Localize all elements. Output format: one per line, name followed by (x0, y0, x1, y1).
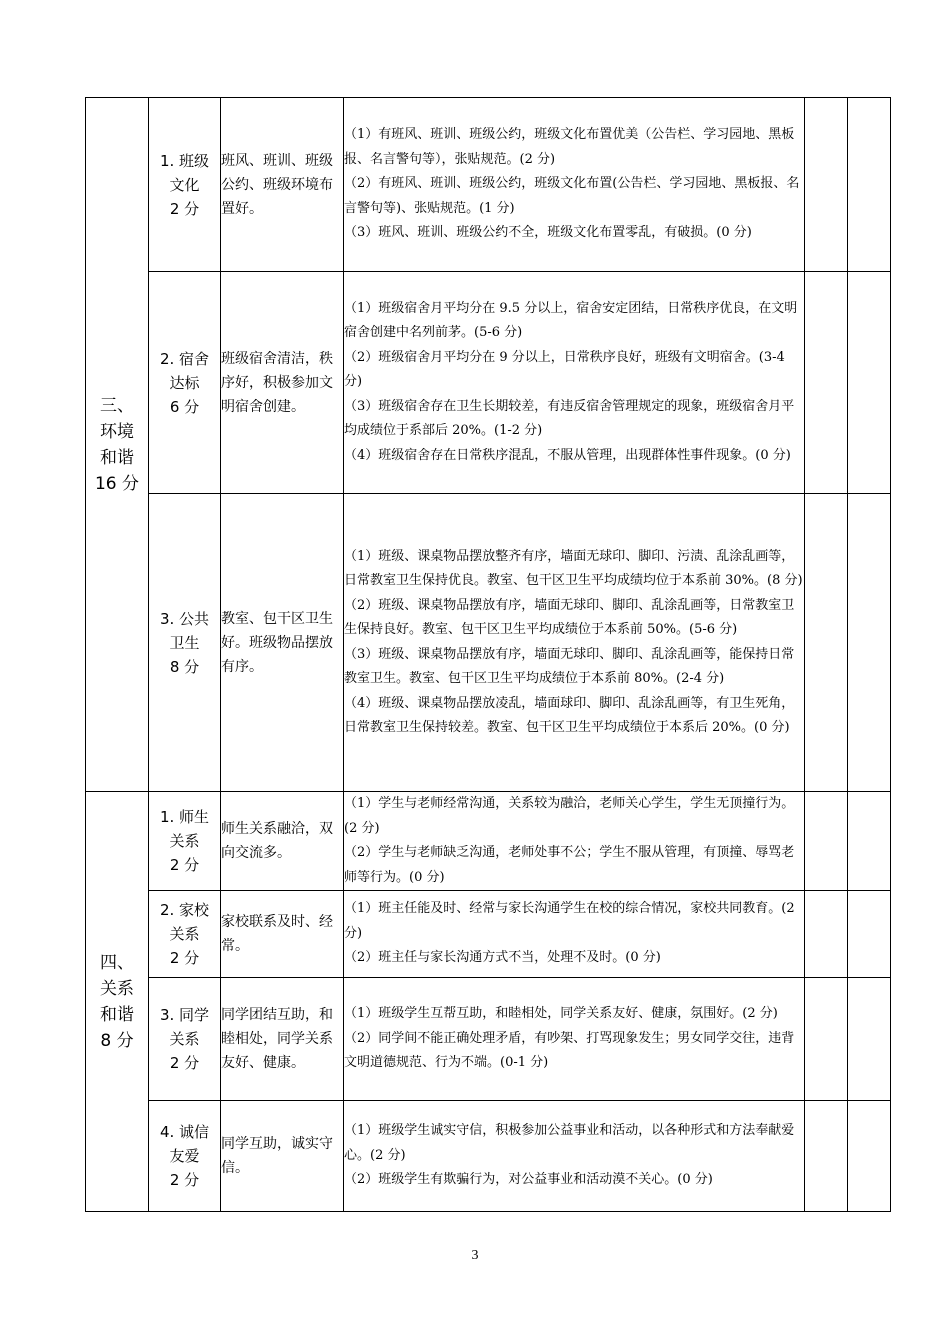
item-name: 1. 班级 (159, 151, 210, 170)
item-name: 文化 (169, 175, 200, 194)
criterion-text: （2）同学间不能正确处理矛盾，有吵架、打骂现象发生；男女同学交往，违背文明道德规范、行为不端。(0-1 分) (344, 1030, 795, 1071)
item-name: 4. 诚信 (159, 1123, 210, 1141)
score-cell (805, 494, 848, 792)
category-cell (86, 792, 149, 1212)
criteria-cell (344, 1101, 805, 1212)
category-label: 环境 (100, 421, 134, 442)
category-label: 四、 (100, 952, 134, 973)
page-number: 3 (471, 1248, 479, 1263)
criterion-text: （2）学生与老师缺乏沟通，老师处事不公；学生不服从管理，有顶撞、辱骂老师等行为。(0 分) (344, 845, 795, 885)
item-goal: 班风、班训、班级公约、班级环境布置好。 (221, 98, 344, 272)
category-label: 和谐 (100, 1004, 134, 1025)
table-row (86, 978, 891, 1101)
remark-cell (848, 272, 891, 494)
item-score: 2 分 (169, 1171, 200, 1189)
category-label: 关系 (100, 978, 134, 999)
item-name-cell (149, 1101, 221, 1212)
remark-cell (848, 494, 891, 792)
item-goal: 班级宿舍清洁，秩序好，积极参加文明宿舍创建。 (221, 272, 344, 494)
category-cell (86, 98, 149, 792)
item-name: 关系 (169, 925, 200, 943)
item-goal: 家校联系及时、经常。 (221, 891, 344, 978)
criterion-text: （1）班级、课桌物品摆放整齐有序，墙面无球印、脚印、污渍、乱涂乱画等，日常教室卫生保持优良。教室、包干区卫生平均成绩均位于本系前 30%。(8 分) (344, 548, 803, 588)
table-row (86, 1101, 891, 1212)
item-name: 3. 公共 (159, 609, 210, 628)
criteria-cell (344, 978, 805, 1101)
item-name-cell (149, 98, 221, 272)
criterion-text: （1）班级宿舍月平均分在 9.5 分以上，宿舍安定团结，日常秩序优良，在文明宿舍创建中名列前茅。(5-6 分) (344, 300, 798, 341)
criterion-text: （3）班风、班训、班级公约不全，班级文化布置零乱，有破损。(0 分) (344, 225, 752, 241)
table-row (86, 891, 891, 978)
criterion-text: （4）班级、课桌物品摆放凌乱，墙面球印、脚印、乱涂乱画等，有卫生死角，日常教室卫生保持较差。教室、包干区卫生平均成绩位于本系后 20%。(0 分) (344, 695, 795, 735)
criterion-text: （1）有班风、班训、班级公约，班级文化布置优美（公告栏、学习园地、黑板报、名言警句等），张贴规范。(2 分) (344, 127, 795, 167)
item-name: 1. 师生 (159, 808, 210, 826)
evaluation-table (85, 97, 891, 1212)
table-row (86, 792, 891, 891)
remark-cell (848, 978, 891, 1101)
item-name: 友爱 (169, 1147, 200, 1165)
table-row (86, 272, 891, 494)
table-row (86, 98, 891, 272)
criterion-text: （1）班级学生诚实守信，积极参加公益事业和活动，以各种形式和方法奉献爱心。(2 分) (344, 1123, 795, 1163)
criterion-text: （2）班级宿舍月平均分在 9 分以上，日常秩序良好，班级有文明宿舍。(3-4 分) (344, 349, 785, 390)
item-score: 2 分 (169, 856, 200, 874)
criterion-text: （1）班主任能及时、经常与家长沟通学生在校的综合情况，家校共同教育。(2 分) (344, 901, 795, 941)
item-score: 8 分 (169, 657, 200, 676)
score-cell (805, 272, 848, 494)
item-name: 关系 (169, 832, 200, 850)
remark-cell (848, 1101, 891, 1212)
category-label: 和谐 (100, 447, 134, 468)
item-score: 6 分 (169, 397, 200, 416)
score-cell (805, 792, 848, 891)
remark-cell (848, 891, 891, 978)
criterion-text: （4）班级宿舍存在日常秩序混乱，不服从管理，出现群体性事件现象。(0 分) (344, 447, 791, 463)
criterion-text: （2）班级、课桌物品摆放有序，墙面无球印、脚印、乱涂乱画等，日常教室卫生保持良好。教室、包干区卫生平均成绩位于本系前 50%。(5-6 分) (344, 597, 795, 637)
item-name: 3. 同学 (159, 1006, 210, 1024)
item-score: 2 分 (169, 1054, 200, 1072)
item-name: 卫生 (169, 633, 200, 652)
item-name-cell (149, 494, 221, 792)
criteria-cell (344, 891, 805, 978)
item-name: 2. 家校 (159, 901, 210, 919)
item-name-cell (149, 272, 221, 494)
criterion-text: （3）班级宿舍存在卫生长期较差，有违反宿舍管理规定的现象，班级宿舍月平均成绩位于系部后 20%。(1-2 分) (344, 398, 795, 439)
item-name: 达标 (169, 373, 200, 392)
criterion-text: （2）班级学生有欺骗行为，对公益事业和活动漠不关心。(0 分) (344, 1172, 713, 1188)
item-name: 关系 (169, 1030, 200, 1048)
score-cell (805, 978, 848, 1101)
criterion-text: （2）有班风、班训、班级公约，班级文化布置(公告栏、学习园地、黑板报、名言警句等)、张贴规范。(1 分) (344, 176, 800, 216)
category-score: 16 分 (94, 473, 140, 494)
criterion-text: （2）班主任与家长沟通方式不当，处理不及时。(0 分) (344, 950, 661, 966)
item-goal: 教室、包干区卫生好。班级物品摆放有序。 (221, 494, 344, 792)
item-score: 2 分 (169, 199, 200, 218)
criterion-text: （3）班级、课桌物品摆放有序，墙面无球印、脚印、乱涂乱画等，能保持日常教室卫生。教室、包干区卫生平均成绩位于本系前 80%。(2-4 分) (344, 646, 795, 686)
item-goal: 同学互助，诚实守信。 (221, 1101, 344, 1212)
table-row (86, 494, 891, 792)
remark-cell (848, 98, 891, 272)
criteria-cell (344, 98, 805, 272)
criteria-cell (344, 272, 805, 494)
criterion-text: （1）学生与老师经常沟通，关系较为融洽，老师关心学生，学生无顶撞行为。(2 分) (344, 796, 795, 836)
criterion-text: （1）班级学生互帮互助，和睦相处，同学关系友好、健康，氛围好。(2 分) (344, 1006, 778, 1022)
item-name: 2. 宿舍 (159, 349, 210, 368)
score-cell (805, 1101, 848, 1212)
category-score: 8 分 (100, 1030, 134, 1051)
item-score: 2 分 (169, 949, 200, 967)
item-name-cell (149, 891, 221, 978)
remark-cell (848, 792, 891, 891)
item-goal: 同学团结互助，和睦相处，同学关系友好、健康。 (221, 978, 344, 1101)
criteria-cell (344, 494, 805, 792)
criteria-cell (344, 792, 805, 891)
score-cell (805, 891, 848, 978)
category-label: 三、 (100, 395, 134, 416)
score-cell (805, 98, 848, 272)
item-name-cell (149, 978, 221, 1101)
item-name-cell (149, 792, 221, 891)
item-goal: 师生关系融洽，双向交流多。 (221, 792, 344, 891)
